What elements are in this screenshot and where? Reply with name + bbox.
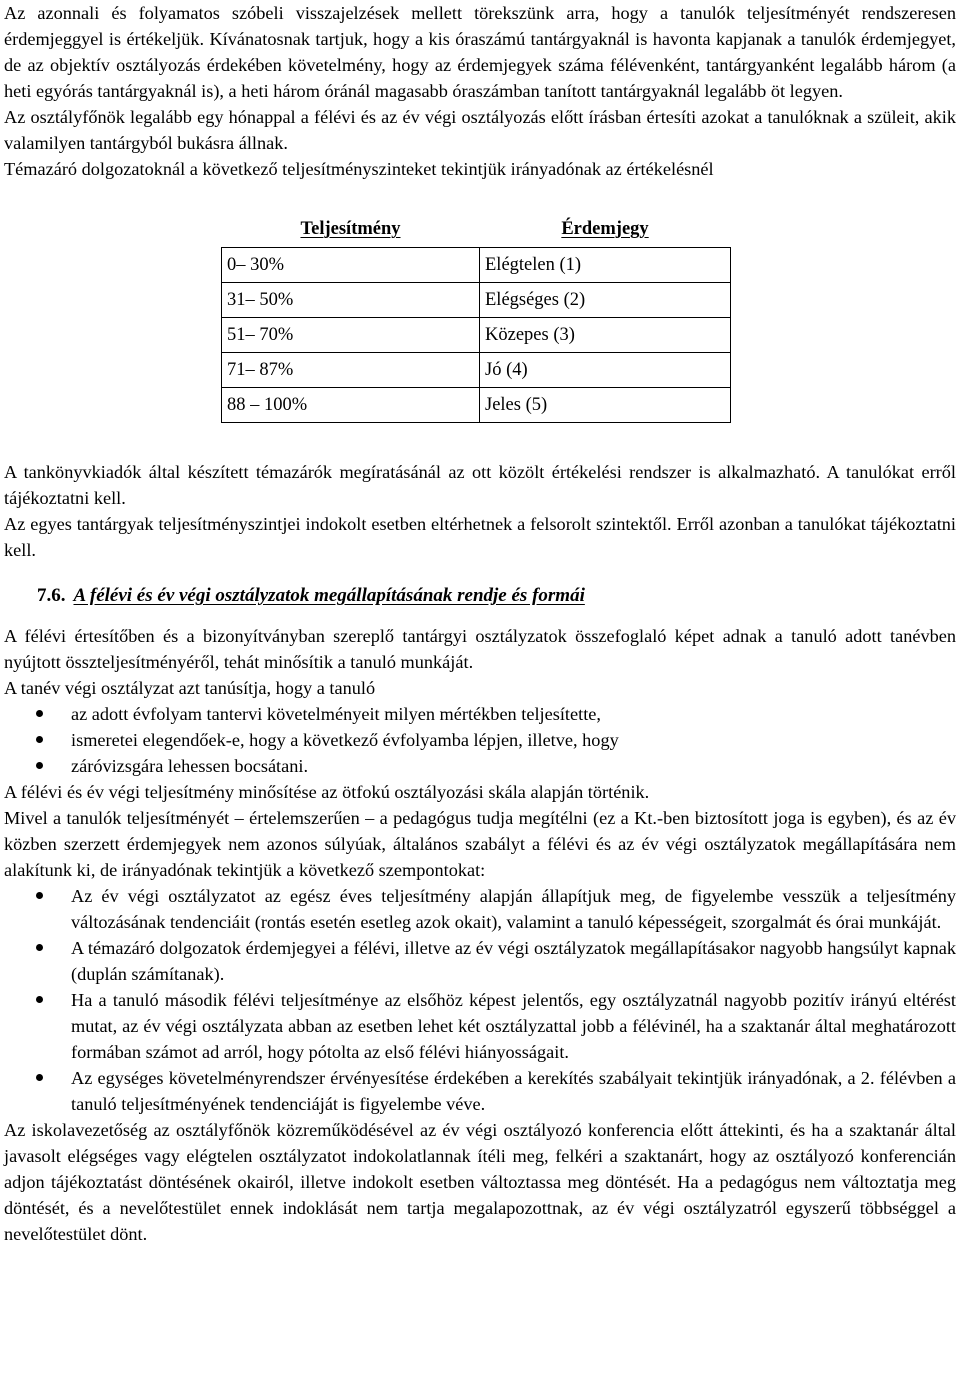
grade-table-header-performance: Teljesítmény [222,210,480,248]
bullet-icon [36,944,43,951]
table-row [222,353,731,388]
grade-label-cell: Közepes (3) [480,318,731,353]
section-paragraph-report-card: A félévi értesítőben és a bizonyítványban szereplő tantárgyi osztályzatok összefoglaló képet adnak a tanuló adott tanévben nyújtott összteljesítményéről, tehát minősítik a tanuló munkáját. [4,626,956,672]
bullet-list-criteria [0,883,956,1117]
bullet-list-year-end [0,701,956,779]
grade-table-header-grade: Érdemjegy [480,210,731,248]
grade-table [221,210,731,423]
section-paragraph-conference: Az iskolavezetőség az osztályfőnök közreműködésével az év végi osztályozó konferencia előtt áttekinti, és ha a szaktanár által javasolt elégséges vagy elégtelen osztályzatot indokolatlannak ítéli meg, felkéri a szaktanárt, hogy az osztályozó konferencián adjon tájékoztatást döntésének okairól, illetve indokolt esetben változtassa meg döntését. Ha a pedagógus nem változtatja meg döntését, és a nevelőtestület ennek indoklását nem tartja megalapozottnak, az év végi osztályzatról egyszerű többséggel a nevelőtestület dönt. [4,1120,956,1244]
section-paragraph-year-end: A tanév végi osztályzat azt tanúsítja, hogy a tanuló [4,678,376,698]
grade-range-cell: 88 – 100% [222,388,480,423]
grade-range-cell: 51– 70% [222,318,480,353]
section-paragraph-criteria: Mivel a tanulók teljesítményét – értelemszerűen – a pedagógus tudja megítélni (ez a Kt.-ben biztosított joga is egyben), és az év közben szerzett érdemjegyek nem azonos súlyúak, általános szabályt a félévi és az év végi osztályzatok megállapítására nem alakítunk ki, de irányadónak tekintjük a következő szempontokat: [4,808,956,880]
bullet-icon [36,736,43,743]
bullet-icon [36,1074,43,1081]
list-item: az adott évfolyam tantervi követelményeit milyen mértékben teljesítette, [0,701,956,727]
bullet-icon [36,996,43,1003]
grade-range-cell: 71– 87% [222,353,480,388]
section-paragraph-scale: A félévi és év végi teljesítmény minősítése az ötfokú osztályozási skála alapján történik. [4,782,650,802]
paragraph-level-deviation: Az egyes tantárgyak teljesítményszintjei indokolt esetben eltérhetnek a felsorolt szintektől. Erről azonban a tanulókat tájékoztatni kell. [4,514,956,560]
section-heading [37,583,960,609]
table-row [222,248,731,283]
list-item: A témazáró dolgozatok érdemjegyei a félévi, illetve az év végi osztályzatok megállapításakor nagyobb hangsúlyt kapnak (duplán számítanak). [0,935,956,987]
grade-range-cell: 0– 30% [222,248,480,283]
list-item: Az év végi osztályzatot az egész éves teljesítmény alapján állapítjuk meg, de figyelembe vesszük a teljesítmény változásának tendenciáit (rontás esetén esetleg azok okait), valamint a tanuló képességeit, szorgalmát és órai munkáját. [0,883,956,935]
table-row [222,388,731,423]
grade-table-header-row [222,210,731,248]
section-title: A félévi és év végi osztályzatok megállapításának rendje és formái [73,585,585,606]
list-item: záróvizsgára lehessen bocsátani. [0,753,956,779]
grade-range-cell: 31– 50% [222,283,480,318]
list-item: Az egységes követelményrendszer érvényesítése érdekében a kerekítés szabályait tekintjük irányadónak, a 2. félévben a tanuló teljesítményének tendenciáját is figyelembe véve. [0,1065,956,1117]
intro-paragraph-grading: Az azonnali és folyamatos szóbeli visszajelzések mellett törekszünk arra, hogy a tanulók teljesítményét rendszeresen érdemjeggyel is értékeljük. Kívánatosnak tartjuk, hogy a kis óraszámú tantárgyaknál is havonta kapjanak a tanulók érdemjegyet, de az objektív osztályozás érdekében követelmény, hogy az érdemjegyek száma félévenként, tantárgyanként legalább három (a heti egyórás tantárgyaknál is), a heti három óránál magasabb óraszámban tanított tantárgyaknál legalább öt legyen. [4,3,956,101]
paragraph-publisher-tests: A tankönyvkiadók által készített témazárók megíratásánál az ott közölt értékelési rendszer is alkalmazható. A tanulókat erről tájékoztatni kell. [4,462,956,508]
intro-paragraph-test-levels: Témazáró dolgozatoknál a következő teljesítményszinteket tekintjük irányadónak az értékelésnél [4,159,714,179]
list-item: Ha a tanuló második félévi teljesítménye az elsőhöz képest jelentős, egy osztályzatnál nagyobb pozitív irányú eltérést mutat, az év végi osztályzata abban az esetben lehet két osztályzattal jobb a félévinél, ha a szaktanár által meghatározott formában számot ad arról, hogy pótolta az első félévi hiányosságait. [0,987,956,1065]
grade-label-cell: Elégtelen (1) [480,248,731,283]
table-row [222,283,731,318]
list-item: ismeretei elegendőek-e, hogy a következő évfolyamba lépjen, illetve, hogy [0,727,956,753]
bullet-icon [36,762,43,769]
table-row [222,318,731,353]
grade-label-cell: Elégséges (2) [480,283,731,318]
section-number: 7.6. [37,585,66,606]
bullet-icon [36,892,43,899]
grade-label-cell: Jeles (5) [480,388,731,423]
bullet-icon [36,710,43,717]
grade-label-cell: Jó (4) [480,353,731,388]
intro-paragraph-notification: Az osztályfőnök legalább egy hónappal a félévi és az év végi osztályozás előtt írásban értesíti azokat a tanulóknak a szüleit, akik valamilyen tantárgyból bukásra állnak. [4,107,956,153]
